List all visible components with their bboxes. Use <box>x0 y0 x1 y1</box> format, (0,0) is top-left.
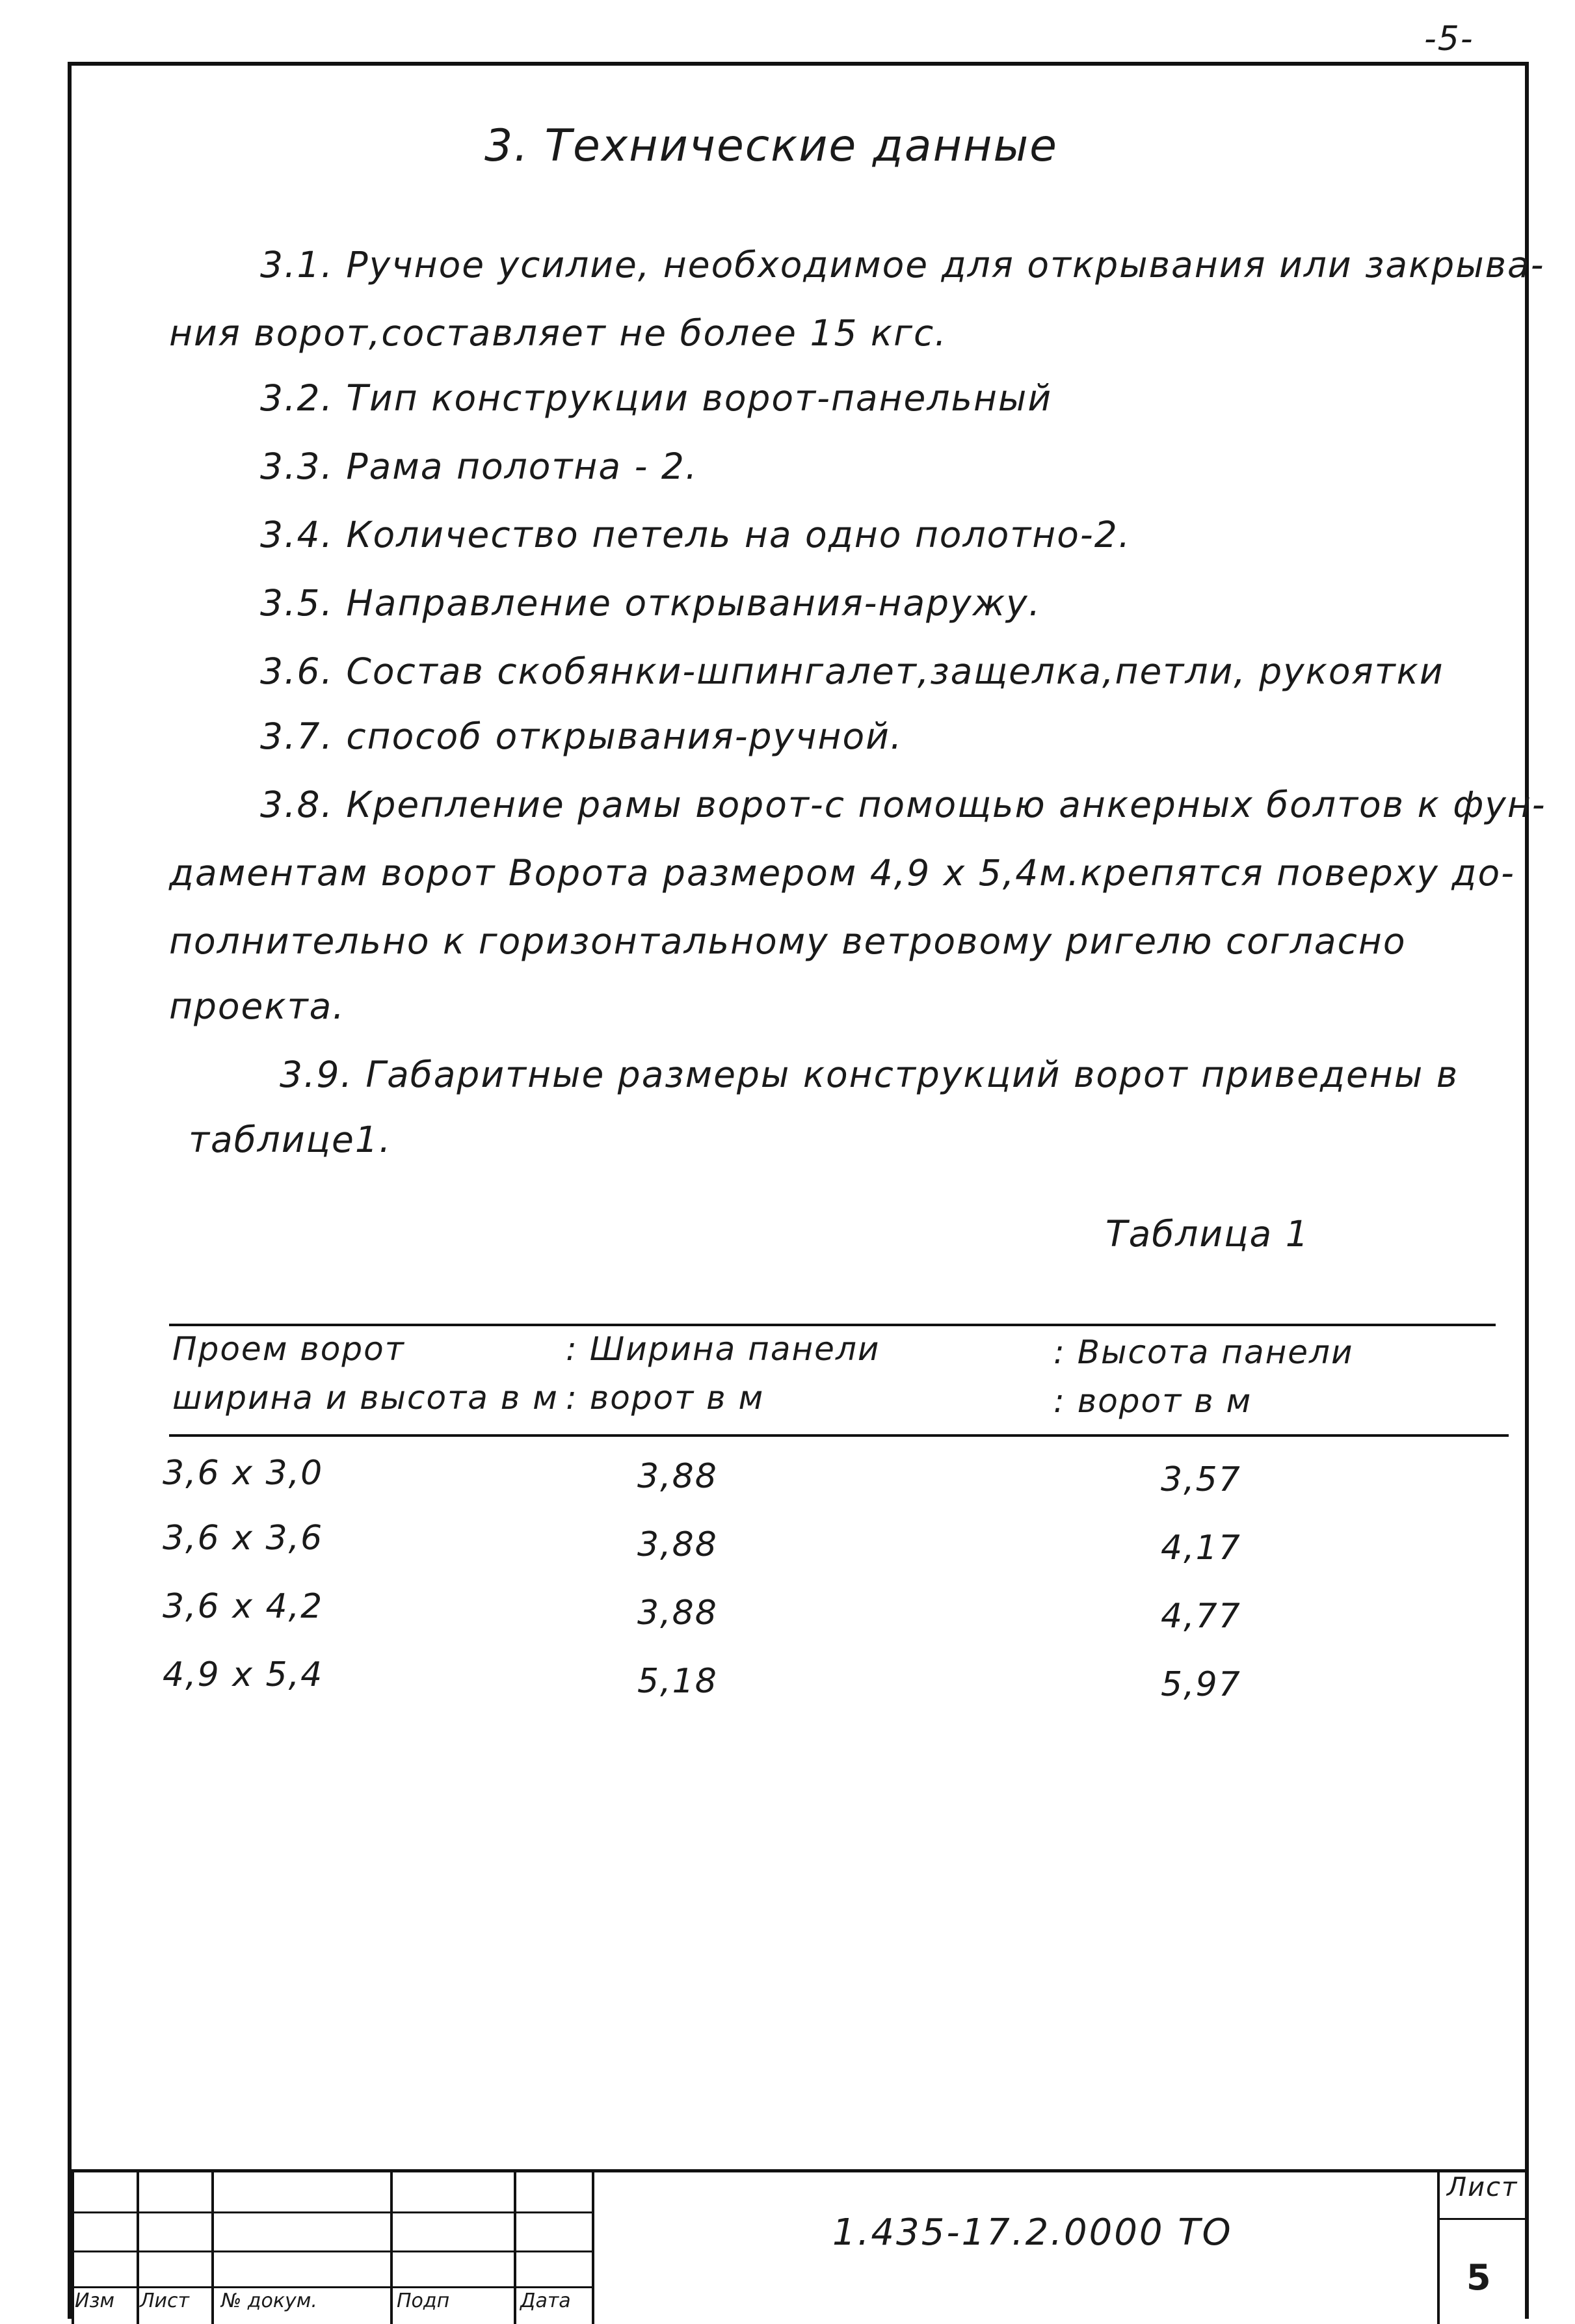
table-caption: Таблица 1 <box>1105 1213 1310 1255</box>
title-block-rule <box>72 2251 592 2252</box>
table-top-rule <box>169 1324 1496 1326</box>
paragraph-3-5: 3.5. Направление открывания-наружу. <box>260 582 1042 624</box>
title-block-rule <box>1437 2218 1525 2220</box>
paragraph-3-4: 3.4. Количество петель на одно полотно-2. <box>260 514 1132 555</box>
title-block-divider <box>72 2172 74 2324</box>
sheet-number: 5 <box>1466 2257 1491 2298</box>
document-code: 1.435-17.2.0000 ТО <box>832 2211 1233 2254</box>
table-cell: 3,57 <box>1161 1460 1241 1499</box>
table-cell: 5,97 <box>1161 1665 1241 1704</box>
title-block-divider <box>1437 2172 1440 2324</box>
table-cell: 4,77 <box>1161 1597 1241 1636</box>
label-signature: Подп <box>397 2290 450 2312</box>
title-block-divider <box>592 2172 594 2324</box>
table-cell: 3,6 х 3,0 <box>163 1454 324 1493</box>
table-header-width-line2: : ворот в м <box>566 1379 765 1417</box>
label-doc-number: № докум. <box>221 2290 317 2312</box>
table-header-height-line1: : Высота панели <box>1053 1333 1354 1371</box>
paragraph-3-7: 3.7. способ открывания-ручной. <box>260 715 903 757</box>
paragraph-3-8-line2: даментам ворот Ворота размером 4,9 х 5,4м.крепятся поверху до- <box>169 852 1515 894</box>
title-block-divider <box>137 2172 139 2324</box>
title-block-divider <box>211 2172 214 2324</box>
paragraph-3-8-line1: 3.8. Крепление рамы ворот-с помощью анкерных болтов к фун- <box>260 784 1546 825</box>
paragraph-3-6: 3.6. Состав скобянки-шпингалет,защелка,петли, рукоятки <box>260 650 1444 692</box>
title-block-divider <box>390 2172 393 2324</box>
table-cell: 4,17 <box>1161 1529 1241 1568</box>
paragraph-3-1-line1: 3.1. Ручное усилие, необходимое для открывания или закрыва- <box>260 244 1545 286</box>
page-number: -5- <box>1424 20 1474 59</box>
paragraph-3-9-line2: таблице1. <box>189 1119 392 1160</box>
table-cell: 3,88 <box>637 1525 718 1564</box>
section-heading: 3. Технические данные <box>484 120 1059 172</box>
paragraph-3-8-line3: полнительно к горизонтальному ветровому ригелю согласно <box>169 920 1407 962</box>
table-header-opening-line1: Проем ворот <box>172 1330 405 1368</box>
table-header-width-line1: : Ширина панели <box>566 1330 880 1368</box>
label-change: Изм <box>75 2290 115 2312</box>
title-block-divider <box>514 2172 516 2324</box>
table-cell: 5,18 <box>637 1662 718 1701</box>
paragraph-3-2: 3.2. Тип конструкции ворот-панельный <box>260 377 1053 419</box>
sheet-label: Лист <box>1447 2172 1518 2202</box>
table-cell: 3,88 <box>637 1457 718 1496</box>
paragraph-3-8-line4: проекта. <box>169 985 345 1027</box>
table-cell: 3,88 <box>637 1594 718 1633</box>
title-block-rule <box>72 2286 592 2288</box>
title-block-rule <box>72 2211 592 2213</box>
table-header-height-line2: : ворот в м <box>1053 1382 1252 1420</box>
table-header-opening-line2: ширина и высота в м <box>172 1379 559 1417</box>
label-date: Дата <box>520 2290 571 2312</box>
paragraph-3-9-line1: 3.9. Габаритные размеры конструкций ворот приведены в <box>280 1054 1459 1095</box>
paragraph-3-3: 3.3. Рама полотна - 2. <box>260 446 698 487</box>
table-cell: 4,9 х 5,4 <box>163 1655 324 1694</box>
table-header-rule <box>169 1434 1509 1437</box>
table-cell: 3,6 х 3,6 <box>163 1519 324 1558</box>
label-sheet: Лист <box>140 2290 190 2312</box>
paragraph-3-1-line2: ния ворот,составляет не более 15 кгс. <box>169 312 947 354</box>
table-cell: 3,6 х 4,2 <box>163 1587 324 1626</box>
